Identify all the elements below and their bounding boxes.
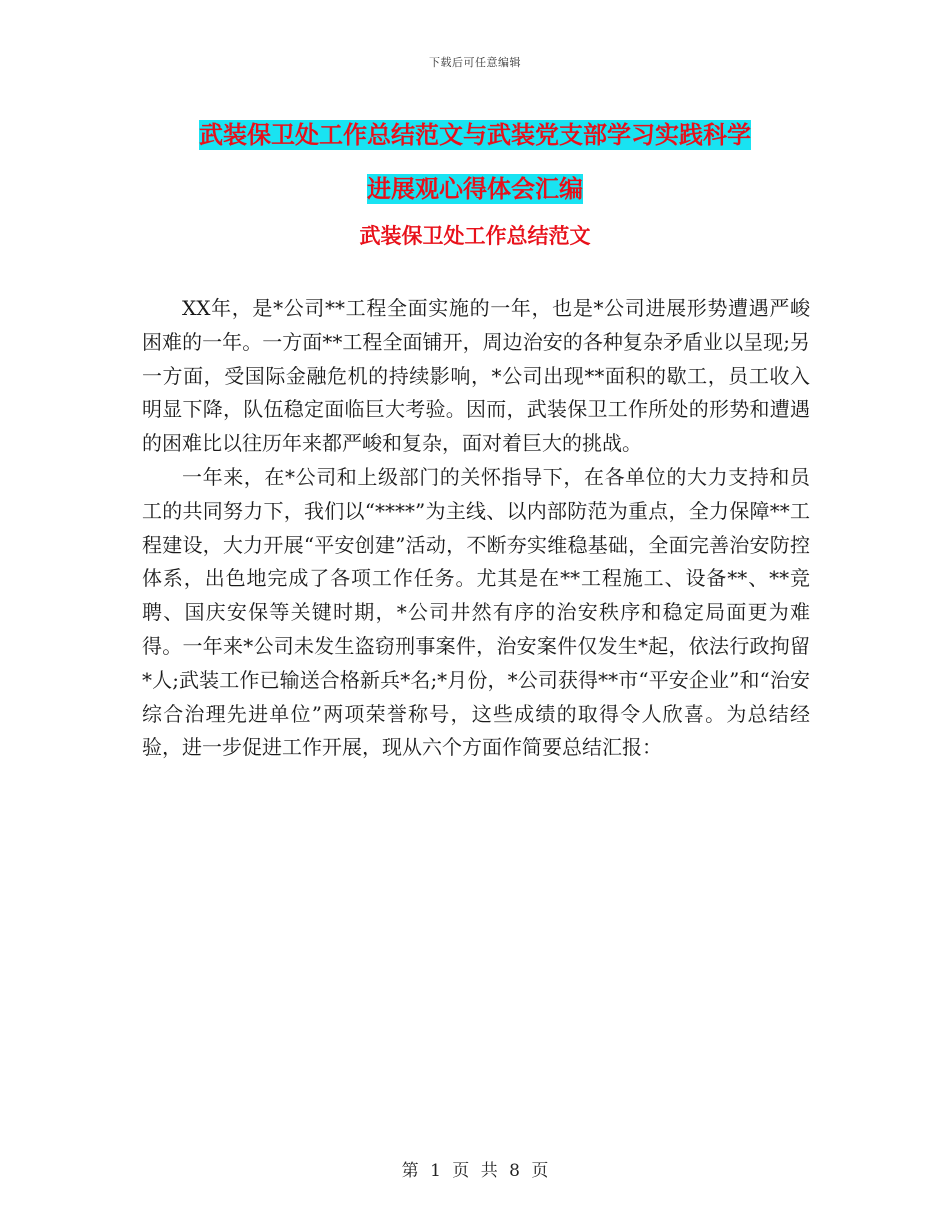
document-title-line-2: 进展观心得体会汇编 (367, 175, 583, 203)
section-title: 武装保卫处工作总结范文 (359, 224, 591, 248)
header-note: 下载后可任意编辑 (429, 56, 521, 69)
page-number: 第 1 页 共 8 页 (401, 1161, 549, 1181)
document-title (120, 108, 830, 216)
body-paragraph: 一年来，在*公司和上级部门的关怀指导下，在各单位的大力支持和员工的共同努力下，我们以“****”为主线、以内部防范为重点，全力保障**工程建设，大力开展“平安创建”活动，不断夯实维稳基础，全面完善治安防控体系，出色地完成了各项工作任务。尤其是在**工程施工、设备**、**竞聘、国庆安保等关键时期，*公司井然有序的治安秩序和稳定局面更为难得。一年来*公司未发生盗窃刑事案件，治安案件仅发生*起，依法行政拘留*人;武装工作已输送合格新兵*名;*月份，*公司获得**市“平安企业”和“治安综合治理先进单位”两项荣誉称号，这些成绩的取得令人欣喜。为总结经验，进一步促进工作开展，现从六个方面作简要总结汇报： (142, 464, 810, 760)
document-body (142, 292, 810, 765)
document-title-line-1: 武装保卫处工作总结范文与武装党支部学习实践科学 (199, 121, 751, 149)
body-paragraph: XX年，是*公司**工程全面实施的一年，也是*公司进展形势遭遇严峻困难的一年。一方面**工程全面铺开，周边治安的各种复杂矛盾业以呈现;另一方面，受国际金融危机的持续影响，*公司出现**面积的歇工，员工收入明显下降，队伍稳定面临巨大考验。因而，武装保卫工作所处的形势和遭遇的困难比以往历年来都严峻和复杂，面对着巨大的挑战。 (142, 296, 810, 456)
